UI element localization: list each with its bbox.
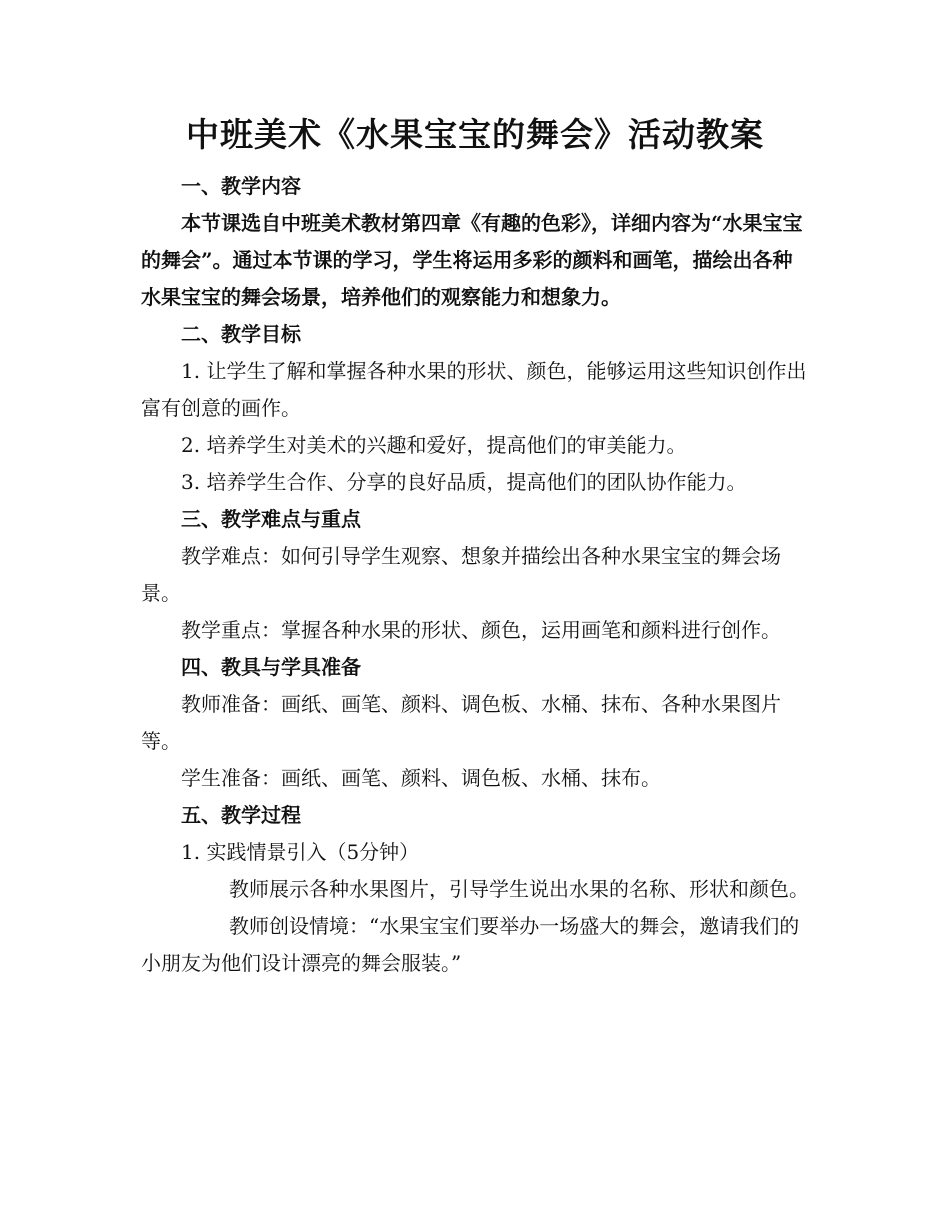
process-item-1: 1. 实践情景引入（5分钟） [181, 840, 420, 864]
section-heading-content: 一、教学内容 [181, 174, 301, 198]
section-heading-objectives: 二、教学目标 [181, 322, 301, 346]
difficulty-paragraph: 教学难点：如何引导学生观察、想象并描绘出各种水果宝宝的舞会场景。 [141, 544, 781, 605]
document-title: 中班美术《水果宝宝的舞会》活动教案 [186, 115, 764, 154]
student-materials-paragraph: 学生准备：画纸、画笔、颜料、调色板、水桶、抹布。 [181, 766, 661, 790]
process-paragraph-1: 教师展示各种水果图片，引导学生说出水果的名称、形状和颜色。 [229, 877, 809, 901]
section-heading-materials: 四、教具与学具准备 [181, 655, 361, 679]
process-paragraph-2: 教师创设情境：“水果宝宝们要举办一场盛大的舞会，邀请我们的小朋友为他们设计漂亮的舞会服装。” [141, 914, 800, 975]
objective-item-1: 1. 让学生了解和掌握各种水果的形状、颜色，能够运用这些知识创作出富有创意的画作。 [141, 359, 807, 420]
focus-paragraph: 教学重点：掌握各种水果的形状、颜色，运用画笔和颜料进行创作。 [181, 618, 781, 642]
teacher-materials-paragraph: 教师准备：画纸、画笔、颜料、调色板、水桶、抹布、各种水果图片等。 [141, 692, 781, 753]
section-heading-difficulties: 三、教学难点与重点 [181, 507, 361, 531]
content-paragraph: 本节课选自中班美术教材第四章《有趣的色彩》，详细内容为“水果宝宝的舞会”。通过本节课的学习，学生将运用多彩的颜料和画笔，描绘出各种水果宝宝的舞会场景，培养他们的观察能力和想象力。 [141, 211, 803, 309]
section-heading-process: 五、教学过程 [181, 803, 301, 827]
objective-item-2: 2. 培养学生对美术的兴趣和爱好，提高他们的审美能力。 [181, 433, 687, 457]
objective-item-3: 3. 培养学生合作、分享的良好品质，提高他们的团队协作能力。 [181, 470, 747, 494]
document-body [141, 168, 809, 982]
